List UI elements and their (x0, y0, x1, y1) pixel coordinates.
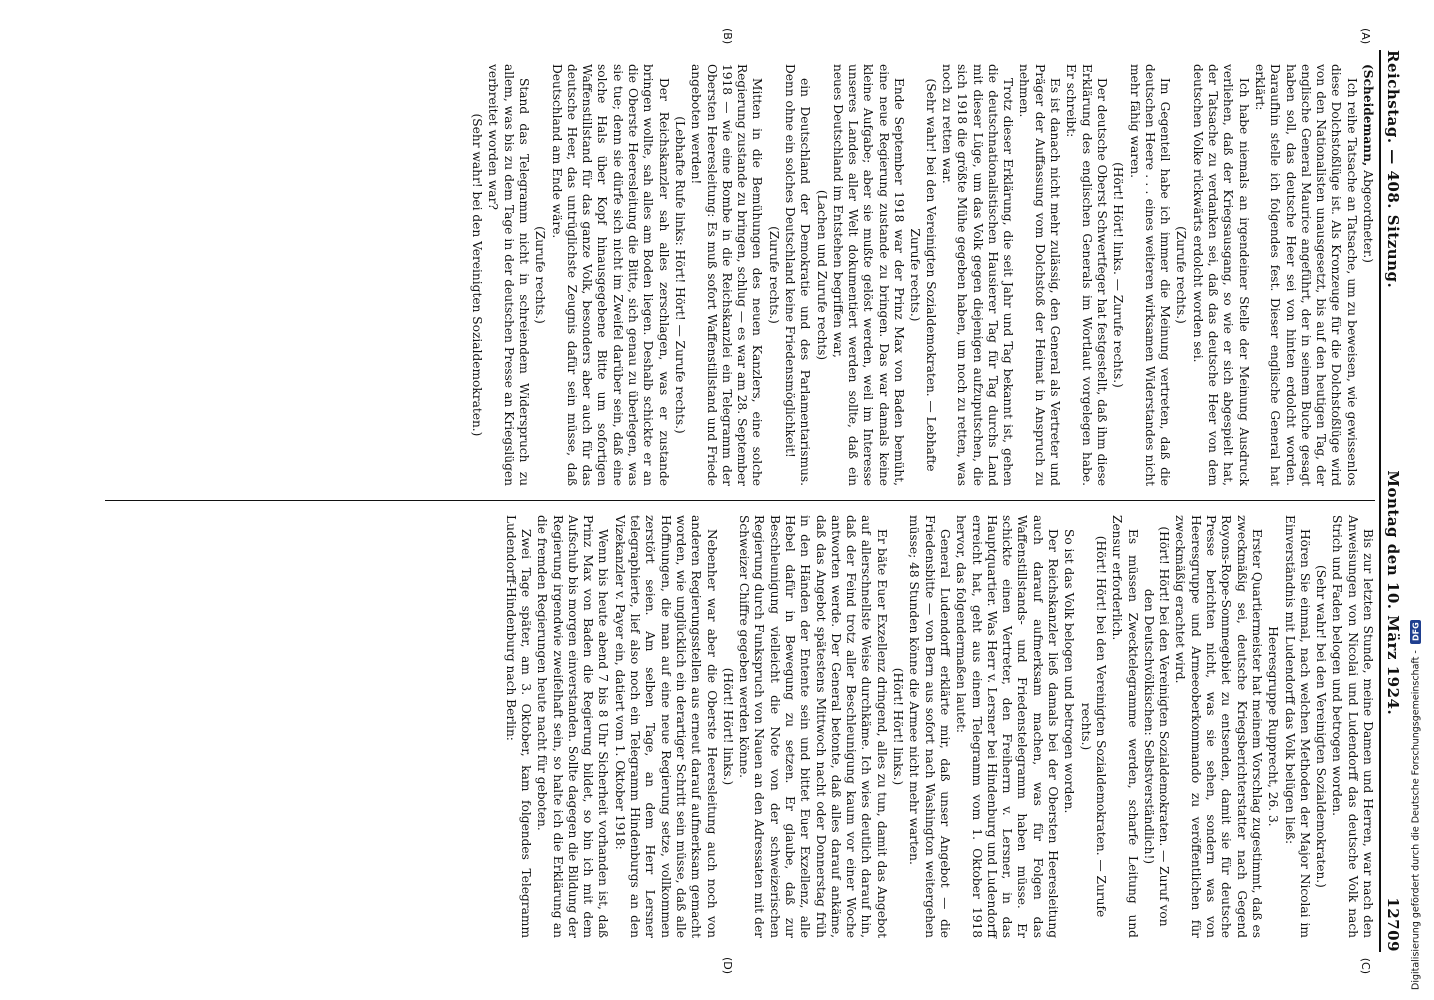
left-column-paragraph: Ich habe niemals an irgendeiner Stelle der Meinung Ausdruck verliehen, daß der Kriegsausgang, so wie er sich abgespielt hat, der Tatsache zu verdanken sei, daß das deutsche Heer von dem deutschen Volke rückwärts erdolcht worden sei. (1190, 64, 1251, 486)
margin-marker-b: (B) (721, 28, 734, 45)
right-column-paragraph: Zwei Tage später, am 3. Oktober, kam folgendes Telegramm Ludendorff-Hindenburg nach Berlin: (503, 515, 533, 938)
page-header (1379, 50, 1406, 952)
margin-marker-d: (D) (721, 956, 734, 974)
left-column-paragraph: (Sehr wahr! bei den Vereinigten Sozialdemokraten.) (470, 113, 485, 437)
right-column-paragraph: Er bäte Euer Exzellenz dringend, alles zu tun, damit das Angebot auf allerschnellste Weise durchkäme. Ich wies deutlich darauf hin, daß der Feind trotz aller Beschleunigung kaum vor einer Woche antworten werde. Der General betonte, daß alles darauf ankäme, daß das Angebot spätestens Mittwoch nacht oder Donnerstag früh in den Händen der Entente sein und bittet Euer Exzellenz, alle Hebel dafür in Bewegung zu setzen. Er glaube, daß zur Beschleunigung vielleicht die Note von der schweizerischen Regierung durch Funkspruch von Nauen an den Adressaten mit der Schweizer Chiffre gegeben werden könne. (737, 515, 889, 938)
right-column-paragraph: Heeresgruppe Rupprecht, 26. 3. (1266, 626, 1281, 827)
left-column-paragraph: (Zurufe rechts.) (766, 226, 781, 324)
left-column-paragraph: Ich reihe Tatsache an Tatsache, um zu beweisen, wie gewissenlos diese Dolchstoßlüge ist. Als Kronzeuge für die Dolchstoßlüge wird von den Nationalisten unausgesetzt, bis auf den heutigen Tag, der englische General Maurice angeführt, der in seinem Buche gesagt haben soll, das deutsche Heer sei von hinten erdolcht worden. Daraufhin stelle ich folgendes fest. Dieser englische General hat erklärt: (1252, 64, 1359, 486)
page-number: 12709 (1384, 897, 1402, 952)
left-column-paragraph: Der deutsche Oberst Schwertfeger hat festgestellt, daß ihm diese Erklärung des englischen Generals im Wortlaut vorgelegen habe. Er schreibt: (1064, 64, 1109, 486)
left-column-paragraph: Im Gegenteil habe ich immer die Meinung vertreten, daß die deutschen Heere . . . eines weiteren wirksamen Widerstandes nicht mehr fähig waren. (1127, 64, 1173, 486)
right-column-paragraph: So ist das Volk belogen und betrogen worden. (1062, 529, 1077, 814)
left-column (105, 28, 1375, 501)
right-column-paragraph: (Hört! Hört! links.) (720, 667, 735, 786)
right-column-paragraph: (Hört! Hört! links.) (891, 667, 906, 786)
credit-text: Digitalisierung gefördert durch die Deutsche Forschungsgemeinschaft - (1410, 650, 1422, 990)
margin-marker-c: (C) (1359, 957, 1372, 974)
left-column-paragraph: Ende September 1918 war der Prinz Max von Baden bemüht, eine neue Regierung zustande zu bringen. Das war damals keine kleine Aufgabe; aber sie mußte gelöst werden, weil im Interesse unseres Landes aller Welt dokumentiert werden sollte, daß ein neues Deutschland im Entstehen begriffen war, (830, 64, 907, 486)
dfg-logo: DFG (1411, 620, 1422, 645)
speaker-role: Abgeordneter.) (1361, 170, 1375, 264)
right-column-paragraph: Hören Sie einmal, nach welchen Methoden der Major Nicolai im Einverständnis mit Ludendorff das Volk belügen ließ: (1282, 515, 1312, 938)
margin-marker-a: (A) (1359, 28, 1372, 45)
text-columns (105, 28, 1375, 974)
right-column (105, 501, 1375, 974)
left-column-paragraph: Der Reichskanzler sah alles zerschlagen, was er zustande bringen wollte, sah alles am Boden liegen. Deshalb schickte er an die Oberste Heeresleitung die Bitte, sich genau zu überlegen, was sie tue; denn sie dürfe sich nicht im Zweifel darüber sein, daß eine solche Hals über Kopf hinausgegebene Bitte um sofortigen Waffenstillstand für das ganze Volk, besonders aber auch für das deutsche Heer, das untrüglichste Zeugnis dafür sein müsse, daß Deutschland am Ende wäre. (549, 64, 671, 486)
right-column-paragraph: Wenn bis heute abend 7 bis 8 Uhr Sicherheit vorhanden ist, daß Prinz Max von Baden die Regierung bildet, so bin ich mit dem Aufschub bis morgen einverstanden. Sollte dagegen die Bildung der Regierung irgendwie zweifelhaft sein, so halte ich die Erklärung an die fremden Regierungen heute nacht für geboten. (535, 515, 611, 938)
left-column-paragraph: (Lachen und Zurufe rechts) (814, 189, 829, 361)
digitization-credit (1404, 10, 1428, 990)
left-column-paragraph: (Lebhafte Rufe links: Hört! Hört! — Zurufe rechts.) (672, 116, 687, 434)
printed-page (82, 20, 1412, 980)
right-column-paragraph: Es müssen Zwecktelegramme werden, scharfe Leitung und Zensur erforderlich. (1110, 515, 1140, 938)
speaker-line (1360, 64, 1375, 486)
right-column-paragraph: Erster Quartiermeister hat meinem Vorschlag zugestimmt, daß es zweckmäßig sei, deutsche Kriegsberichterstatter nach Gegend Royons-Rope-Sommegebiet zu entsenden, damit sie für deutsche Presse berichten nicht, was sie sehen, sondern was von Heeresgruppe und Armeeoberkommando zu veröffentlichen für zweckmäßig erachtet wird. (1173, 515, 1264, 938)
left-column-paragraph: Es ist danach nicht mehr zulässig, den General als Vertreter und Präger der Auffassung vom Dolchstoß der Heimat in Anspruch zu nehmen. (1017, 64, 1063, 486)
left-column-paragraph: (Zurufe rechts.) (1174, 226, 1189, 324)
header-date: Montag den 10. März 1924. (1384, 470, 1402, 716)
right-column-paragraph: (Sehr wahr! bei den Vereinigten Sozialdemokraten.) (1314, 565, 1329, 888)
left-column-paragraph: ein Deutschland der Demokratie und des Parlamentarismus. Denn ohne ein solches Deutschland keine Friedensmöglichkeit! (783, 64, 813, 486)
speaker-name: (Scheidemann, (1361, 64, 1375, 167)
left-column-paragraph: Mitten in die Bemühungen des neuen Kanzlers, eine solche Regierung zustande zu bringen, schlug — es war am 28. September 1918 — wie eine Bombe in die Reichskanzlei ein Telegramm der Obersten Heeresleitung: Es muß sofort Waffenstillstand und Friede angeboten werden! (689, 64, 765, 486)
right-column-paragraph: Der Reichskanzler ließ damals bei der Obersten Heeresleitung auch darauf aufmerksam machen, was für Folgen das Waffenstillstands- und Friedenstelegramm haben müsse. Er schickte einen Vertreter, den Freiherrn v. Lersner, in das Hauptquartier. Was Herr v. Lersner bei Hindenburg und Ludendorff erreicht hat, geht aus einem Telegramm vom 1. Oktober 1918 hervor, das folgendermaßen lautet: (954, 515, 1061, 938)
left-column-paragraph: Trotz dieser Erklärung, die seit Jahr und Tag bekannt ist, gehen die deutschnationalistischen Hausierer Tag für Tag durchs Land mit dieser Lüge, um das Volk gegen diejenigen aufzuputschen, die sich 1918 die größte Mühe gegeben haben, um noch zu retten, was noch zu retten war. (939, 64, 1016, 486)
left-column-paragraph: (Zurufe rechts.) (533, 226, 548, 324)
right-column-paragraph: Nebenher war aber die Oberste Heeresleitung auch noch von anderen Regierungsstellen aus erneut darauf aufmerksam gemacht worden, wie unglücklich ein derartiger Schritt sein müsse, daß alle Hoffnungen, die man auf eine neue Regierung setze, vollkommen zerstört seien. Am selben Tage, an dem Herr Lersner telegraphierte, lief also noch ein Telegramm Hindenburgs an den Vizekanzler v. Payer ein, datiert vom 1. Oktober 1918: (612, 515, 719, 938)
left-column-paragraph: (Sehr wahr! bei den Vereinigten Sozialdemokraten. — Lebhafte Zurufe rechts.) (908, 78, 938, 472)
right-column-paragraph: (Hört! Hört! bei den Vereinigten Sozialdemokraten. — Zurufe rechts.) (1078, 535, 1108, 918)
right-column-paragraph: General Ludendorff erklärte mir, daß unser Angebot — die Friedensbitte — von Bern aus sofort nach Washington weitergehen müsse; 48 Stunden könne die Armee nicht mehr warten. (907, 515, 952, 938)
right-column-paragraph: Bis zur letzten Stunde, meine Damen und Herren, war nach den Anweisungen von Nicolai und Ludendorff das deutsche Volk nach Strich und Faden belogen und betrogen worden. (1330, 515, 1375, 938)
left-column-paragraph: Stand das Telegramm nicht in schreiendem Widerspruch zu allem, was bis zu dem Tage in der deutschen Presse an Kriegslügen verbreitet worden war? (486, 64, 531, 486)
right-column-paragraph: (Hört! Hört! bei den Vereinigten Sozialdemokraten. — Zuruf von den Deutschvölkischen: Selbstverständlich!) (1141, 526, 1172, 927)
header-left: Reichstag. — 408. Sitzung. (1384, 50, 1402, 289)
left-column-paragraph: (Hört! Hört! links. — Zurufe rechts.) (1111, 162, 1126, 388)
